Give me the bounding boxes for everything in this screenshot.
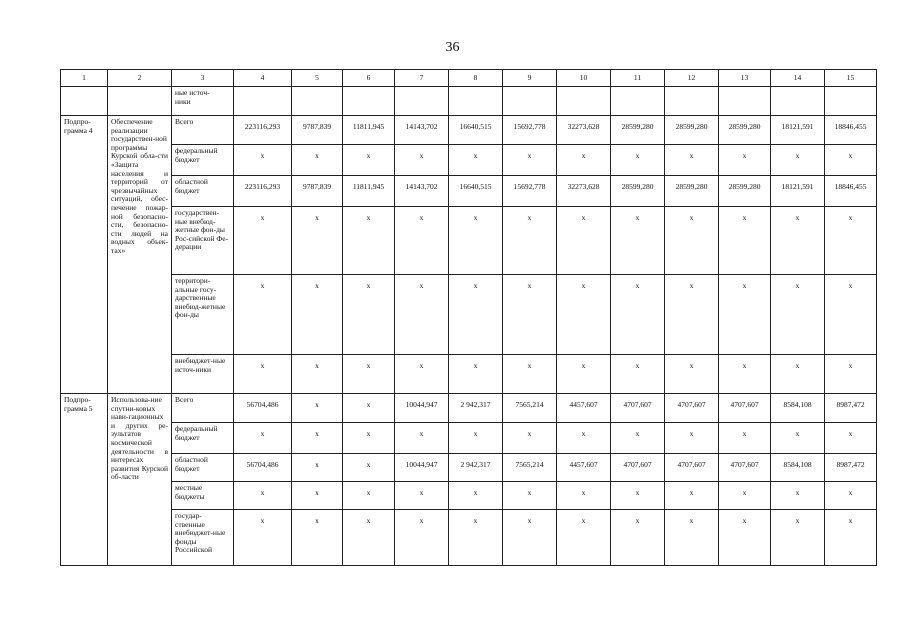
amount-cell: х xyxy=(557,423,611,454)
empty-cell xyxy=(825,87,877,116)
amount-cell: х xyxy=(665,275,719,355)
amount-cell: х xyxy=(771,207,825,275)
column-number: 6 xyxy=(343,70,395,87)
amount-cell: 18846,455 xyxy=(825,176,877,207)
funding-source: федеральный бюджет xyxy=(172,423,234,454)
amount-cell: 8987,472 xyxy=(825,394,877,423)
column-number: 1 xyxy=(61,70,108,87)
amount-cell: х xyxy=(234,423,292,454)
amount-cell: 14143,702 xyxy=(395,116,449,145)
subprogram-goal: Обеспечение реализации государствен-ной программы Курской обла-сти «Защита населения и территорий от чрезвычайных ситуаций, обес-печение пожар-ной безопасно-сти, безопасно-сти людей на водных объек-тах» xyxy=(108,116,172,394)
amount-cell: 2 942,317 xyxy=(449,454,503,482)
column-number: 5 xyxy=(292,70,343,87)
amount-cell: 4707,607 xyxy=(611,394,665,423)
amount-cell: х xyxy=(557,482,611,510)
amount-cell: х xyxy=(665,510,719,566)
funding-source: территори-альные госу-дарственные внебюд-жетные фон-ды xyxy=(172,275,234,355)
amount-cell: х xyxy=(234,482,292,510)
amount-cell: х xyxy=(292,355,343,394)
amount-cell: х xyxy=(719,510,771,566)
amount-cell: х xyxy=(292,275,343,355)
amount-cell: 11811,945 xyxy=(343,116,395,145)
amount-cell: 4707,607 xyxy=(665,394,719,423)
amount-cell: х xyxy=(449,207,503,275)
amount-cell: х xyxy=(234,275,292,355)
column-number: 14 xyxy=(771,70,825,87)
amount-cell: 4457,607 xyxy=(557,394,611,423)
amount-cell: 18121,591 xyxy=(771,116,825,145)
amount-cell: х xyxy=(292,510,343,566)
funding-source: Всего xyxy=(172,394,234,423)
amount-cell: 15692,778 xyxy=(503,116,557,145)
column-number: 9 xyxy=(503,70,557,87)
amount-cell: 28599,280 xyxy=(719,116,771,145)
empty-cell xyxy=(234,87,292,116)
amount-cell: х xyxy=(771,355,825,394)
funding-row xyxy=(61,423,877,454)
funding-source: государ-ственные внебюджет-ные фонды Российской xyxy=(172,510,234,566)
amount-cell: 28599,280 xyxy=(611,176,665,207)
amount-cell: х xyxy=(771,482,825,510)
amount-cell: 18846,455 xyxy=(825,116,877,145)
amount-cell: х xyxy=(557,275,611,355)
column-number: 13 xyxy=(719,70,771,87)
amount-cell: х xyxy=(611,145,665,176)
funding-row xyxy=(61,510,877,566)
amount-cell: х xyxy=(825,145,877,176)
amount-cell: х xyxy=(343,510,395,566)
amount-cell: 10044,947 xyxy=(395,394,449,423)
amount-cell: х xyxy=(825,275,877,355)
amount-cell: х xyxy=(292,394,343,423)
amount-cell: х xyxy=(771,423,825,454)
empty-cell xyxy=(343,87,395,116)
amount-cell: х xyxy=(719,482,771,510)
column-number: 15 xyxy=(825,70,877,87)
amount-cell: х xyxy=(292,454,343,482)
empty-cell xyxy=(61,87,108,116)
funding-source: областной бюджет xyxy=(172,176,234,207)
amount-cell: 28599,280 xyxy=(665,176,719,207)
empty-cell xyxy=(771,87,825,116)
amount-cell: х xyxy=(449,145,503,176)
column-number-row xyxy=(61,70,877,87)
continuation-row xyxy=(61,87,877,116)
amount-cell: х xyxy=(665,355,719,394)
amount-cell: х xyxy=(395,510,449,566)
amount-cell: х xyxy=(449,355,503,394)
amount-cell: 11811,945 xyxy=(343,176,395,207)
amount-cell: 56704,486 xyxy=(234,394,292,423)
amount-cell: 32273,628 xyxy=(557,176,611,207)
amount-cell: х xyxy=(292,207,343,275)
amount-cell: х xyxy=(557,510,611,566)
amount-cell: 28599,280 xyxy=(611,116,665,145)
amount-cell: х xyxy=(557,145,611,176)
amount-cell: 14143,702 xyxy=(395,176,449,207)
amount-cell: 2 942,317 xyxy=(449,394,503,423)
amount-cell: 8987,472 xyxy=(825,454,877,482)
amount-cell: х xyxy=(234,207,292,275)
amount-cell: х xyxy=(395,482,449,510)
amount-cell: х xyxy=(395,207,449,275)
amount-cell: 10044,947 xyxy=(395,454,449,482)
column-number: 10 xyxy=(557,70,611,87)
amount-cell: х xyxy=(611,482,665,510)
amount-cell: х xyxy=(611,355,665,394)
amount-cell: 15692,778 xyxy=(503,176,557,207)
amount-cell: 7565,214 xyxy=(503,454,557,482)
funding-source: местные бюджеты xyxy=(172,482,234,510)
column-number: 7 xyxy=(395,70,449,87)
empty-cell xyxy=(449,87,503,116)
amount-cell: 28599,280 xyxy=(665,116,719,145)
column-number: 11 xyxy=(611,70,665,87)
amount-cell: х xyxy=(611,275,665,355)
amount-cell: х xyxy=(292,423,343,454)
budget-table xyxy=(60,69,877,566)
amount-cell: х xyxy=(771,510,825,566)
amount-cell: х xyxy=(719,145,771,176)
amount-cell: х xyxy=(292,145,343,176)
amount-cell: х xyxy=(665,145,719,176)
amount-cell: 4707,607 xyxy=(719,454,771,482)
amount-cell: х xyxy=(343,482,395,510)
amount-cell: х xyxy=(503,207,557,275)
empty-cell xyxy=(611,87,665,116)
amount-cell: 9787,839 xyxy=(292,116,343,145)
amount-cell: х xyxy=(343,145,395,176)
amount-cell: х xyxy=(557,355,611,394)
funding-row xyxy=(61,394,877,423)
funding-row xyxy=(61,145,877,176)
amount-cell: х xyxy=(665,482,719,510)
amount-cell: х xyxy=(771,145,825,176)
amount-cell: х xyxy=(343,394,395,423)
amount-cell: х xyxy=(234,145,292,176)
amount-cell: х xyxy=(234,355,292,394)
subprogram-name: Подпро- грамма 5 xyxy=(61,394,108,566)
amount-cell: х xyxy=(234,510,292,566)
subprogram-name: Подпро- грамма 4 xyxy=(61,116,108,394)
column-number: 3 xyxy=(172,70,234,87)
amount-cell: х xyxy=(825,482,877,510)
amount-cell: х xyxy=(503,355,557,394)
amount-cell: х xyxy=(343,207,395,275)
amount-cell: 16640,515 xyxy=(449,116,503,145)
amount-cell: х xyxy=(557,207,611,275)
amount-cell: х xyxy=(343,275,395,355)
amount-cell: х xyxy=(611,423,665,454)
amount-cell: 4707,607 xyxy=(665,454,719,482)
amount-cell: 8584,108 xyxy=(771,394,825,423)
amount-cell: х xyxy=(449,482,503,510)
amount-cell: х xyxy=(665,207,719,275)
empty-cell xyxy=(108,87,172,116)
amount-cell: х xyxy=(395,145,449,176)
amount-cell: х xyxy=(611,510,665,566)
amount-cell: 16640,515 xyxy=(449,176,503,207)
amount-cell: х xyxy=(503,275,557,355)
amount-cell: х xyxy=(395,423,449,454)
amount-cell: х xyxy=(395,275,449,355)
amount-cell: х xyxy=(343,423,395,454)
amount-cell: х xyxy=(719,275,771,355)
amount-cell: х xyxy=(503,510,557,566)
funding-row xyxy=(61,207,877,275)
amount-cell: х xyxy=(449,510,503,566)
empty-cell xyxy=(557,87,611,116)
amount-cell: х xyxy=(395,355,449,394)
amount-cell: 7565,214 xyxy=(503,394,557,423)
amount-cell: 223116,293 xyxy=(234,176,292,207)
amount-cell: х xyxy=(449,423,503,454)
amount-cell: х xyxy=(503,145,557,176)
page-number: 36 xyxy=(445,40,460,55)
column-number: 12 xyxy=(665,70,719,87)
amount-cell: 8584,108 xyxy=(771,454,825,482)
amount-cell: 32273,628 xyxy=(557,116,611,145)
amount-cell: 56704,486 xyxy=(234,454,292,482)
funding-row xyxy=(61,482,877,510)
amount-cell: 4707,607 xyxy=(719,394,771,423)
subprogram-goal: Использова-ние спутни-ковых нави-гационных и других ре-зультатов космической деятельности в интересах развития Курской об-ласти xyxy=(108,394,172,566)
amount-cell: х xyxy=(719,423,771,454)
funding-row xyxy=(61,355,877,394)
amount-cell: х xyxy=(825,207,877,275)
amount-cell: х xyxy=(449,275,503,355)
amount-cell: х xyxy=(825,510,877,566)
funding-source: федеральный бюджет xyxy=(172,145,234,176)
empty-cell xyxy=(665,87,719,116)
empty-cell xyxy=(395,87,449,116)
amount-cell: х xyxy=(611,207,665,275)
amount-cell: х xyxy=(825,423,877,454)
amount-cell: х xyxy=(825,355,877,394)
amount-cell: х xyxy=(292,482,343,510)
funding-row xyxy=(61,176,877,207)
amount-cell: 223116,293 xyxy=(234,116,292,145)
amount-cell: х xyxy=(343,454,395,482)
column-number: 8 xyxy=(449,70,503,87)
amount-cell: х xyxy=(665,423,719,454)
column-number: 2 xyxy=(108,70,172,87)
funding-row xyxy=(61,116,877,145)
amount-cell: х xyxy=(719,355,771,394)
amount-cell: 28599,280 xyxy=(719,176,771,207)
funding-source: областной бюджет xyxy=(172,454,234,482)
amount-cell: х xyxy=(771,275,825,355)
funding-row xyxy=(61,454,877,482)
amount-cell: 4707,607 xyxy=(611,454,665,482)
amount-cell: 9787,839 xyxy=(292,176,343,207)
amount-cell: 18121,591 xyxy=(771,176,825,207)
amount-cell: х xyxy=(503,482,557,510)
amount-cell: х xyxy=(503,423,557,454)
amount-cell: х xyxy=(343,355,395,394)
funding-source: государствен-ные внебюд-жетные фон-ды Рос-сийской Фе-дерации xyxy=(172,207,234,275)
column-number: 4 xyxy=(234,70,292,87)
funding-row xyxy=(61,275,877,355)
funding-source: внебюджет-ные источ-ники xyxy=(172,355,234,394)
amount-cell: х xyxy=(719,207,771,275)
empty-cell xyxy=(292,87,343,116)
funding-source: Всего xyxy=(172,116,234,145)
empty-cell xyxy=(503,87,557,116)
empty-cell xyxy=(719,87,771,116)
amount-cell: 4457,607 xyxy=(557,454,611,482)
source-cell: ные источ- ники xyxy=(172,87,234,116)
